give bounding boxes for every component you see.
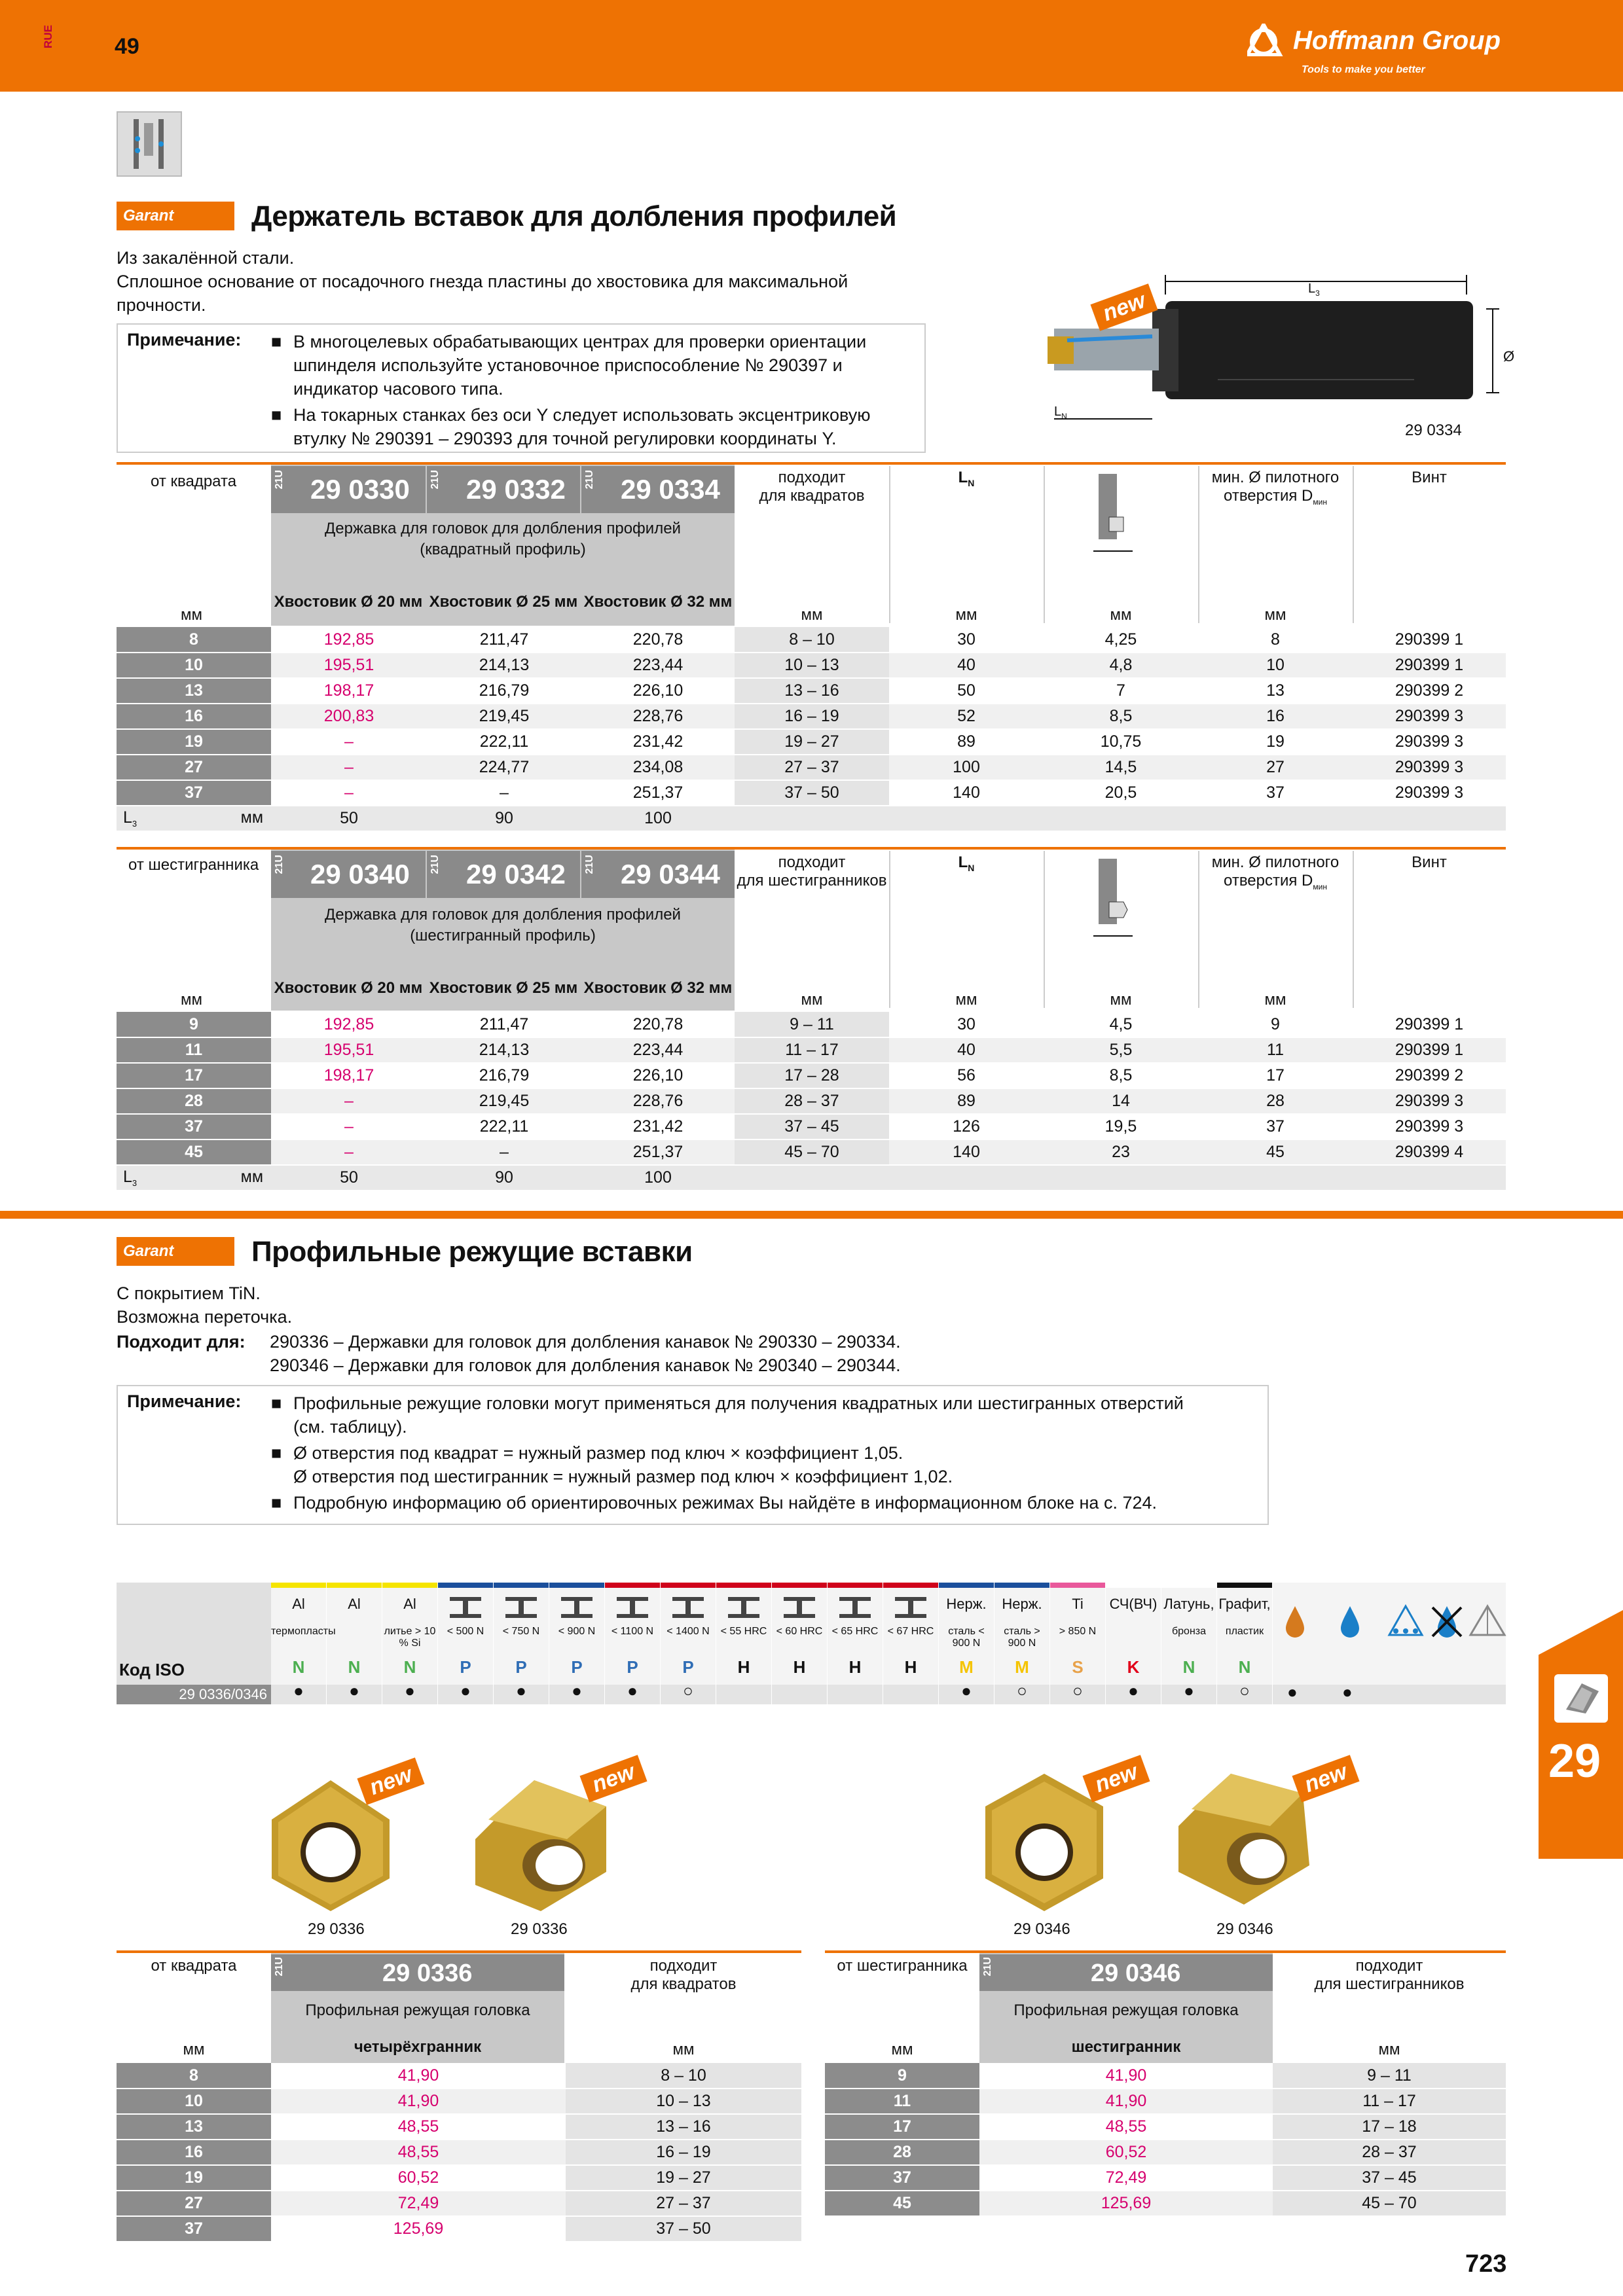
table2-desc-1: Державка для головок для долбления профилей xyxy=(325,906,681,924)
section2-intro-1: С покрытием TiN. xyxy=(117,1283,261,1303)
section1-intro-1: Из закалённой стали. xyxy=(117,248,295,268)
table-row: 10 195,51 214,13 223,44 10 – 13 40 4,8 10 290399 1 xyxy=(117,653,1506,678)
table2-desc-2: (шестигранный профиль) xyxy=(410,927,596,944)
product-caption: 29 0336 xyxy=(511,1920,568,1938)
fits-line-2: 290346 – Державки для головок для долбления канавок № 290340 – 290344. xyxy=(270,1355,901,1375)
note-line-2: шпинделя используйте установочное приспособление № 290397 и xyxy=(293,355,843,375)
steel-ibeam-icon xyxy=(780,1594,819,1621)
steel-ibeam-icon xyxy=(835,1594,875,1621)
material-column xyxy=(1106,1583,1161,1704)
section1-title: Держатель вставок для долбления профилей xyxy=(251,200,897,232)
mist-icon xyxy=(1468,1602,1507,1641)
table3-article: 21U 29 0336 xyxy=(271,1954,564,1991)
table-row: 13 198,17 216,79 226,10 13 – 16 50 7 13 290399 2 xyxy=(117,678,1506,704)
material-name: Al xyxy=(348,1596,361,1612)
material-column xyxy=(1050,1583,1106,1704)
table4-fits-hdr: подходит для шестигранников xyxy=(1314,1957,1465,1993)
material-name: Al xyxy=(292,1596,305,1612)
table1-unit-x: мм xyxy=(1110,606,1132,624)
material-spec: < 1400 N xyxy=(666,1626,710,1637)
material-name: СЧ(ВЧ) xyxy=(1109,1596,1158,1612)
water-drop-icon xyxy=(1337,1602,1363,1641)
section1-intro-2: Сплошное основание от посадочного гнезда пластины до хвостовика для максимальной xyxy=(117,272,848,291)
steel-ibeam-icon xyxy=(557,1594,596,1621)
material-spec: пластик xyxy=(1225,1626,1264,1637)
material-color-bar xyxy=(494,1583,549,1588)
table2-fits-hdr: подходит для шестигранников xyxy=(737,853,887,889)
table-row: 8 192,85 211,47 220,78 8 – 10 30 4,25 8 290399 1 xyxy=(117,627,1506,653)
material-name: Графит, xyxy=(1218,1596,1271,1612)
suitability-mark: ● xyxy=(572,1681,582,1700)
new-badge: new xyxy=(357,1757,424,1805)
iso-code: N xyxy=(292,1657,305,1677)
fits-label: Подходит для: xyxy=(117,1332,246,1352)
table-row-l3: $L_3$ мм 50 90 100 xyxy=(117,806,1506,831)
table-row: 8 41,90 8 – 10 xyxy=(117,2063,801,2089)
suitability-mark: ● xyxy=(1128,1681,1139,1700)
material-spec: > 850 N xyxy=(1059,1626,1097,1637)
material-color-bar xyxy=(1161,1583,1216,1588)
section1-note-box xyxy=(117,323,926,453)
coolant-mark: ● xyxy=(1287,1682,1298,1702)
internal-machining-icon xyxy=(117,111,182,177)
material-column xyxy=(1217,1583,1273,1704)
brand-name: Hoffmann Group xyxy=(1293,26,1501,55)
language-code: RUE xyxy=(41,25,54,48)
material-color-bar xyxy=(271,1583,326,1588)
dry-icon xyxy=(1427,1602,1467,1641)
product-caption: 29 0336 xyxy=(308,1920,365,1938)
iso-code: P xyxy=(627,1657,638,1677)
new-badge: new xyxy=(1292,1755,1359,1803)
dim-ln-label: $L_N$ xyxy=(1054,404,1067,421)
insert-profile-icon xyxy=(1080,853,1159,945)
iso-code: H xyxy=(848,1657,862,1677)
material-color-bar xyxy=(1106,1583,1161,1588)
table2-article-2: 21U 29 0342 xyxy=(427,851,580,898)
material-color-bar xyxy=(549,1583,604,1588)
material-columns xyxy=(271,1583,1273,1704)
table3-shape: четырёхгранник xyxy=(354,2038,482,2056)
material-column xyxy=(1161,1583,1217,1704)
table2-shank-1: Хвостовик Ø 20 мм xyxy=(274,979,423,997)
holder-drawing xyxy=(956,268,1532,439)
table-row: 37 – 222,11 231,42 37 – 45 126 19,5 37 290399 3 xyxy=(117,1114,1506,1139)
material-column xyxy=(716,1583,772,1704)
table-row: 9 192,85 211,47 220,78 9 – 11 30 4,5 9 290399 1 xyxy=(117,1012,1506,1037)
material-column xyxy=(828,1583,883,1704)
material-spec: < 65 HRC xyxy=(831,1626,879,1637)
table2-unit-x: мм xyxy=(1110,991,1132,1009)
note-label: Примечание: xyxy=(127,1391,242,1411)
iso-code: H xyxy=(904,1657,917,1677)
iso-code: N xyxy=(403,1657,416,1677)
table-row: 19 – 222,11 231,42 19 – 27 89 10,75 19 290399 3 xyxy=(117,729,1506,755)
table-row: 28 – 219,45 228,76 28 – 37 89 14 28 290399 3 xyxy=(117,1088,1506,1114)
material-spec: сталь > 900 N xyxy=(1004,1626,1040,1649)
table1-desc-2: (квадратный профиль) xyxy=(420,541,586,558)
section2-intro-2: Возможна переточка. xyxy=(117,1307,293,1327)
dim-ls-label: $L_3$ xyxy=(1308,281,1320,298)
divider xyxy=(1353,851,1354,1008)
section1-intro-3: прочности. xyxy=(117,295,206,315)
bullet-square-icon: ■ xyxy=(271,332,282,351)
table1-row-label-cell xyxy=(117,465,271,626)
iso-code: P xyxy=(460,1657,471,1677)
table3-fits-hdr: подходит для квадратов xyxy=(630,1957,737,1993)
garant-logo: Garant xyxy=(117,1237,234,1266)
material-name: Al xyxy=(403,1596,416,1612)
material-color-bar xyxy=(382,1583,437,1588)
material-color-bar xyxy=(939,1583,994,1588)
material-spec: < 750 N xyxy=(502,1626,540,1637)
table2-shank-2: Хвостовик Ø 25 мм xyxy=(429,979,578,997)
suitability-mark: ○ xyxy=(683,1681,693,1700)
table1-article-2: 21U 29 0332 xyxy=(427,466,580,513)
table1-fits-hdr: подходит для квадратов xyxy=(759,469,865,505)
iso-code: P xyxy=(682,1657,694,1677)
iso-code: N xyxy=(348,1657,361,1677)
insert-chapter-icon xyxy=(1553,1673,1609,1724)
table-row: 9 41,90 9 – 11 xyxy=(825,2063,1506,2089)
note-line-5: втулку № 290391 – 290393 для точной регулировки координаты Y. xyxy=(293,429,837,448)
new-badge: new xyxy=(579,1755,647,1803)
table-row: 37 – – 251,37 37 – 50 140 20,5 37 290399 3 xyxy=(117,780,1506,806)
material-spec: < 60 HRC xyxy=(776,1626,823,1637)
divider xyxy=(889,851,890,1008)
material-spec: термопласты xyxy=(271,1626,336,1637)
fits-line-1: 290336 – Державки для головок для долбления канавок № 290330 – 290334. xyxy=(270,1332,901,1352)
divider xyxy=(1353,466,1354,623)
table1-shank-1: Хвостовик Ø 20 мм xyxy=(274,593,423,611)
material-spec: < 900 N xyxy=(558,1626,596,1637)
table-row: 17 48,55 17 – 18 xyxy=(825,2114,1506,2140)
note-line-4: На токарных станках без оси Y следует использовать эксцентриковую xyxy=(293,405,871,425)
material-column xyxy=(438,1583,494,1704)
material-spec: < 1100 N xyxy=(611,1626,654,1637)
table4-unit-fits: мм xyxy=(1378,2041,1400,2058)
table2-shank-3: Хвостовик Ø 32 мм xyxy=(583,979,733,997)
table2-screw-hdr: Винт xyxy=(1412,853,1447,871)
material-name: Нерж. xyxy=(946,1596,987,1612)
iso-code: H xyxy=(793,1657,806,1677)
steel-ibeam-icon xyxy=(891,1594,930,1621)
table1-unit-fits: мм xyxy=(801,606,823,624)
table3-body xyxy=(117,2063,801,2242)
product-caption: 29 0346 xyxy=(1013,1920,1070,1938)
coolant-columns xyxy=(1273,1583,1506,1704)
table-row: 17 198,17 216,79 226,10 17 – 28 56 8,5 17 290399 2 xyxy=(117,1063,1506,1088)
table-row-l3: $L_3$ мм 50 90 100 xyxy=(117,1165,1506,1191)
dim-d-label: Ø xyxy=(1503,348,1515,365)
table-row: 13 48,55 13 – 16 xyxy=(117,2114,801,2140)
note-label: Примечание: xyxy=(127,330,242,350)
material-spec: < 500 N xyxy=(447,1626,484,1637)
material-column xyxy=(883,1583,939,1704)
table1-shank-2: Хвостовик Ø 25 мм xyxy=(429,593,578,611)
suitability-mark: ● xyxy=(1184,1681,1194,1700)
divider xyxy=(1198,851,1199,1008)
note-line-2: (см. таблицу). xyxy=(293,1417,407,1437)
chapter-number: 29 xyxy=(1548,1735,1601,1787)
material-color-bar xyxy=(772,1583,827,1588)
table-row: 37 125,69 37 – 50 xyxy=(117,2216,801,2242)
new-badge: new xyxy=(1082,1755,1150,1803)
material-spec: < 55 HRC xyxy=(720,1626,767,1637)
brand-tagline: Tools to make you better xyxy=(1302,64,1425,75)
material-column xyxy=(605,1583,661,1704)
table1-desc-1: Державка для головок для долбления профилей xyxy=(325,520,681,537)
spray-icon xyxy=(1383,1602,1429,1641)
iso-code: S xyxy=(1072,1657,1084,1677)
table4-desc: Профильная режущая головка xyxy=(1013,2001,1239,2019)
table4-row-label: от шестигранника xyxy=(837,1957,968,1975)
table4-unit: мм xyxy=(891,2041,913,2058)
material-spec: бронза xyxy=(1171,1626,1207,1637)
suitability-mark: ● xyxy=(405,1681,415,1700)
table1-ln-hdr: $L_N$ xyxy=(958,469,975,488)
table2-ln-hdr: $L_N$ xyxy=(958,853,975,873)
hoffmann-logo-icon xyxy=(1247,24,1288,56)
material-column xyxy=(327,1583,382,1704)
table-row: 11 41,90 11 – 17 xyxy=(825,2089,1506,2114)
material-column xyxy=(772,1583,828,1704)
table3-desc: Профильная режущая головка xyxy=(305,2001,530,2019)
table2-article-3: 21U 29 0344 xyxy=(581,851,735,898)
suitability-mark: ● xyxy=(627,1681,638,1700)
material-spec: литье > 10 % Si xyxy=(384,1626,436,1649)
material-color-bar xyxy=(716,1583,771,1588)
iso-code-label: Код ISO xyxy=(119,1660,185,1679)
bullet-square-icon: ■ xyxy=(271,1493,282,1513)
new-badge: new xyxy=(1090,283,1158,331)
material-spec: < 67 HRC xyxy=(887,1626,934,1637)
table-row: 27 72,49 27 – 37 xyxy=(117,2191,801,2216)
iso-code: P xyxy=(571,1657,583,1677)
product-caption: 29 0346 xyxy=(1216,1920,1273,1938)
holder-caption: 29 0334 xyxy=(1405,422,1462,439)
section-divider xyxy=(0,1211,1623,1219)
section2-title: Профильные режущие вставки xyxy=(251,1236,693,1268)
iso-code: M xyxy=(959,1657,974,1677)
table2-unit-pilot: мм xyxy=(1264,991,1286,1009)
table3-row-label: от квадрата xyxy=(151,1957,237,1975)
table2-unit-ln: мм xyxy=(955,991,977,1009)
suitability-mark: ○ xyxy=(1239,1681,1250,1700)
table-row: 45 – – 251,37 45 – 70 140 23 45 290399 4 xyxy=(117,1139,1506,1165)
material-color-bar xyxy=(1050,1583,1105,1588)
bullet-square-icon: ■ xyxy=(271,405,282,425)
material-color-bar xyxy=(327,1583,382,1588)
table2-unit: мм xyxy=(181,991,202,1009)
material-name: Нерж. xyxy=(1002,1596,1042,1612)
table-row: 45 125,69 45 – 70 xyxy=(825,2191,1506,2216)
note-line-1: В многоцелевых обрабатывающих центрах для проверки ориентации xyxy=(293,332,867,351)
material-column xyxy=(494,1583,549,1704)
table2-row-label: от шестигранника xyxy=(128,856,259,874)
divider xyxy=(1198,466,1199,623)
suitability-mark: ○ xyxy=(1017,1681,1027,1700)
table-row: 19 60,52 19 – 27 xyxy=(117,2165,801,2191)
material-column xyxy=(994,1583,1050,1704)
garant-logo: Garant xyxy=(117,202,234,230)
table1-shank-3: Хвостовик Ø 32 мм xyxy=(583,593,733,611)
table-row: 11 195,51 214,13 223,44 11 – 17 40 5,5 11 290399 1 xyxy=(117,1037,1506,1063)
note-line-4: Ø отверстия под шестигранник = нужный размер под ключ × коэффициент 1,02. xyxy=(293,1467,953,1486)
suitability-mark: ● xyxy=(516,1681,526,1700)
note-line-3: Ø отверстия под квадрат = нужный размер под ключ × коэффициент 1,05. xyxy=(293,1443,903,1463)
section2-note-box xyxy=(117,1385,1269,1525)
material-color-bar xyxy=(661,1583,716,1588)
table-row: 28 60,52 28 – 37 xyxy=(825,2140,1506,2165)
table3-unit: мм xyxy=(183,2041,205,2058)
bullet-square-icon: ■ xyxy=(271,1443,282,1463)
oil-drop-icon xyxy=(1282,1602,1308,1641)
insert-profile-icon xyxy=(1080,469,1159,560)
iso-code: N xyxy=(1182,1657,1195,1677)
table3-unit-fits: мм xyxy=(672,2041,695,2058)
table2-row-label-cell xyxy=(117,850,271,1011)
table1-row-label: от квадрата xyxy=(151,473,237,490)
suitability-mark: ● xyxy=(961,1681,972,1700)
iso-code: K xyxy=(1127,1657,1140,1677)
material-color-bar xyxy=(1217,1583,1272,1588)
table-row: 37 72,49 37 – 45 xyxy=(825,2165,1506,2191)
table4-shape: шестигранник xyxy=(1071,2038,1181,2056)
suitability-mark: ● xyxy=(293,1681,304,1700)
material-spec: сталь < 900 N xyxy=(948,1626,985,1649)
material-name: Ti xyxy=(1072,1596,1084,1612)
page-number-bottom: 723 xyxy=(1465,2250,1507,2278)
coolant-mark: ● xyxy=(1342,1682,1353,1702)
note-line-1: Профильные режущие головки могут применяться для получения квадратных или шестигранных отверстий xyxy=(293,1393,1184,1413)
material-color-bar xyxy=(994,1583,1049,1588)
material-color-bar xyxy=(828,1583,883,1588)
material-name: Латунь, xyxy=(1163,1596,1214,1612)
steel-ibeam-icon xyxy=(501,1594,541,1621)
table1-unit-pilot: мм xyxy=(1264,606,1286,624)
divider xyxy=(1044,851,1045,1008)
table-row: 10 41,90 10 – 13 xyxy=(117,2089,801,2114)
bullet-square-icon: ■ xyxy=(271,1393,282,1413)
iso-code: P xyxy=(515,1657,527,1677)
iso-code: N xyxy=(1238,1657,1251,1677)
note-line-3: индикатор часового типа. xyxy=(293,379,503,399)
suitability-mark: ● xyxy=(349,1681,359,1700)
table4-article: 21U 29 0346 xyxy=(979,1954,1273,1991)
material-column xyxy=(939,1583,994,1704)
material-column xyxy=(661,1583,716,1704)
divider xyxy=(1044,466,1045,623)
steel-ibeam-icon xyxy=(446,1594,485,1621)
material-color-bar xyxy=(438,1583,493,1588)
note-line-5: Подробную информацию об ориентировочных режимах Вы найдёте в информационном блоке на с. 724. xyxy=(293,1493,1158,1513)
material-column xyxy=(549,1583,605,1704)
steel-ibeam-icon xyxy=(724,1594,763,1621)
table-row: 16 200,83 219,45 228,76 16 – 19 52 8,5 16 290399 3 xyxy=(117,704,1506,729)
material-column xyxy=(382,1583,438,1704)
table1-pilot-hdr: мин. Ø пилотного отверстия $D_{мин}$ xyxy=(1211,469,1340,507)
suitability-mark: ○ xyxy=(1072,1681,1083,1700)
table1-body xyxy=(117,627,1506,832)
table-row: 27 – 224,77 234,08 27 – 37 100 14,5 27 290399 3 xyxy=(117,755,1506,780)
table2-article-1: 21U 29 0340 xyxy=(271,851,426,898)
iso-code: H xyxy=(737,1657,750,1677)
table-row: 16 48,55 16 – 19 xyxy=(117,2140,801,2165)
table1-article-1: 21U 29 0330 xyxy=(271,466,426,513)
material-row-label: 29 0336/0346 xyxy=(117,1685,271,1704)
table4-body xyxy=(825,2063,1506,2217)
table1-unit: мм xyxy=(181,606,202,624)
material-column xyxy=(271,1583,336,1704)
steel-ibeam-icon xyxy=(668,1594,708,1621)
table1-unit-ln: мм xyxy=(955,606,977,624)
table2-body xyxy=(117,1012,1506,1191)
divider xyxy=(889,466,890,623)
material-color-bar xyxy=(605,1583,660,1588)
suitability-mark: ● xyxy=(460,1681,471,1700)
steel-ibeam-icon xyxy=(613,1594,652,1621)
table1-article-3: 21U 29 0334 xyxy=(581,466,735,513)
iso-code: M xyxy=(1015,1657,1029,1677)
material-color-bar xyxy=(883,1583,938,1588)
table1-screw-hdr: Винт xyxy=(1412,469,1447,486)
page-number-top: 49 xyxy=(115,34,139,59)
table2-unit-fits: мм xyxy=(801,991,823,1009)
table2-pilot-hdr: мин. Ø пилотного отверстия $D_{мин}$ xyxy=(1211,853,1340,891)
